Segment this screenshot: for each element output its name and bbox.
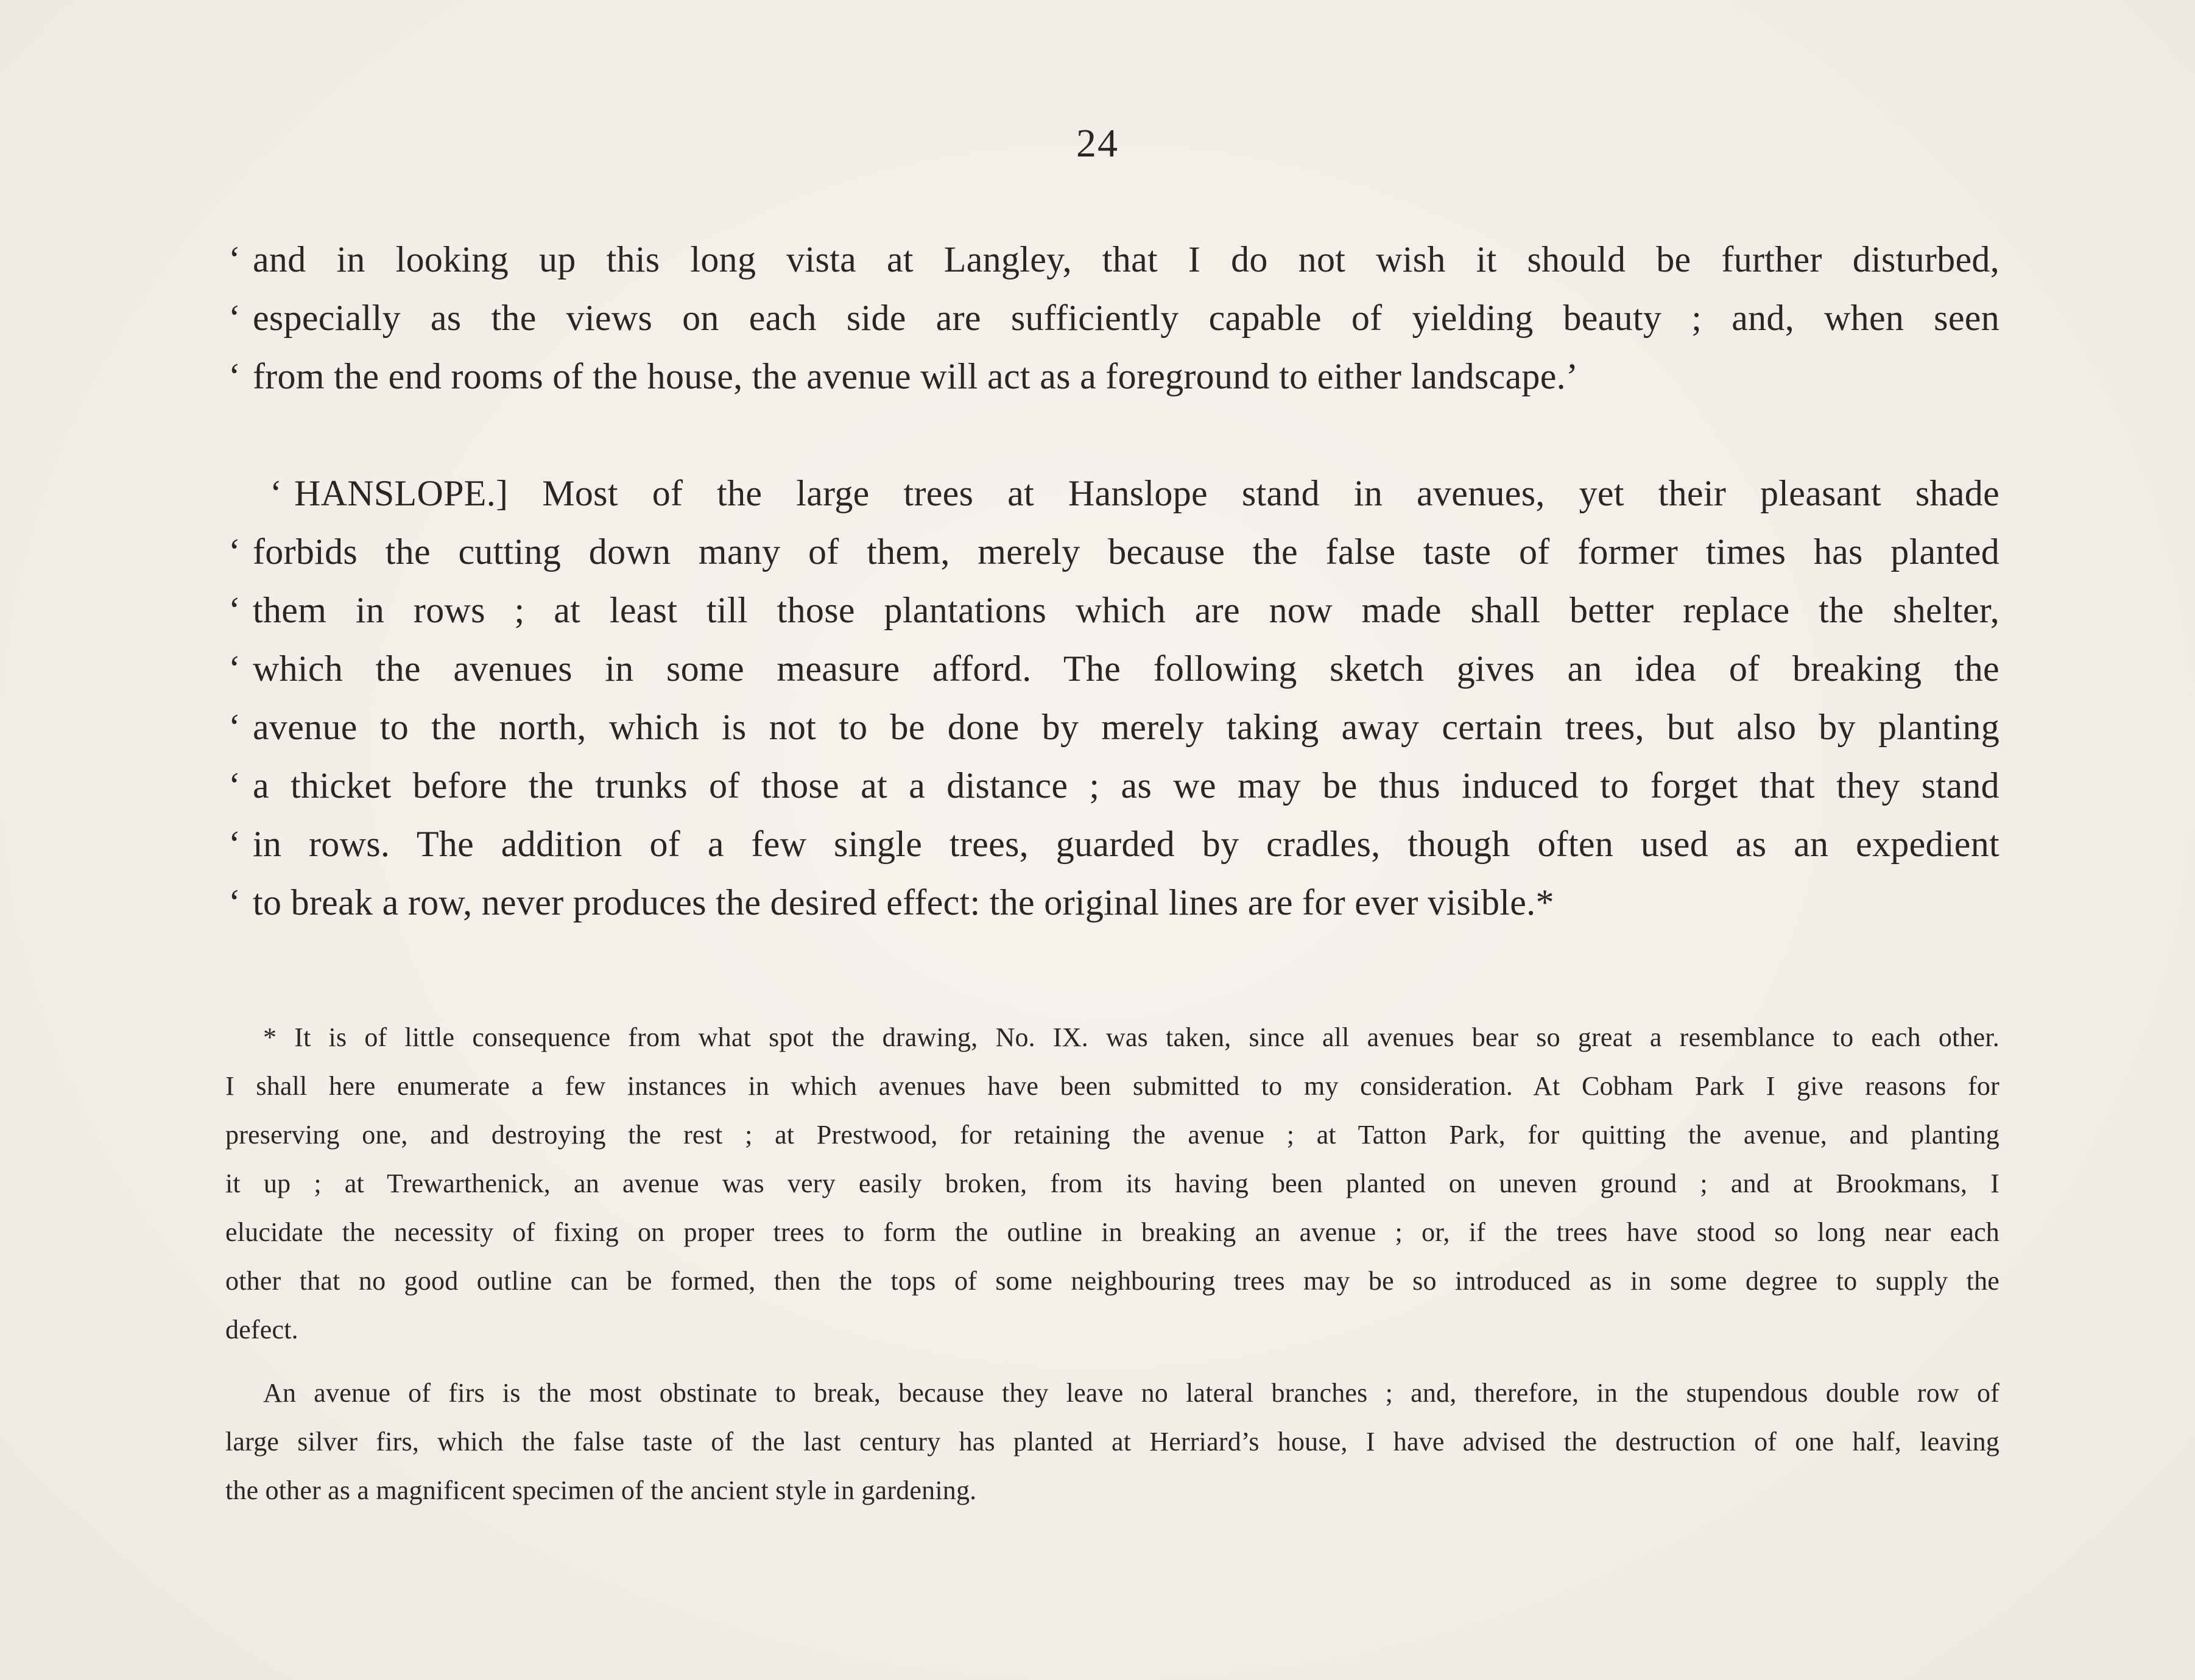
line-text: especially as the views on each side are sufficiently capable of yielding beauty ; and, when seen <box>253 298 1999 338</box>
line-text: which the avenues in some measure afford. The following sketch gives an idea of breaking the <box>253 648 1999 689</box>
footnote-avenues <box>225 1013 1999 1354</box>
quote-mark: ‘ <box>228 298 241 338</box>
text-line <box>228 815 1999 873</box>
paragraph-langley <box>228 230 1999 406</box>
line-text: in rows. The addition of a few single trees, guarded by cradles, though often used as an expedient <box>253 824 1999 864</box>
page-number: 24 <box>1076 121 1119 166</box>
footnote-line <box>225 1208 1999 1257</box>
text-line <box>228 756 1999 815</box>
quote-mark: ‘ <box>228 590 241 630</box>
text-line <box>228 639 1999 698</box>
footnote-text: large silver firs, which the false taste of the last century has planted at Herriard’s house, I have advised the destruction of one half, leaving <box>225 1427 1999 1457</box>
line-text: them in rows ; at least till those plantations which are now made shall better replace the shelter, <box>253 590 1999 630</box>
text-line <box>228 873 1999 932</box>
line-text: from the end rooms of the house, the avenue will act as a foreground to either landscape.’ <box>253 356 1579 396</box>
line-text: a thicket before the trunks of those at a distance ; as we may be thus induced to forget that they stand <box>253 765 1999 806</box>
text-line <box>228 347 1999 406</box>
line-text: forbids the cutting down many of them, merely because the false taste of former times has planted <box>253 532 1999 572</box>
footnote-text: defect. <box>225 1315 298 1344</box>
text-line <box>228 289 1999 347</box>
footnote-text: preserving one, and destroying the rest ; at Prestwood, for retaining the avenue ; at Tatton Park, for quitting the avenue, and planting <box>225 1120 1999 1150</box>
footnote-line <box>225 1306 1999 1354</box>
footnote-text: the other as a magnificent specimen of the ancient style in gardening. <box>225 1475 977 1505</box>
quote-mark: ‘ <box>228 239 241 279</box>
quote-mark: ‘ <box>228 532 241 572</box>
footnote-firs <box>225 1369 1999 1515</box>
footnote-line <box>225 1466 1999 1515</box>
line-text: and in looking up this long vista at Langley, that I do not wish it should be further disturbed, <box>253 239 1999 279</box>
quote-mark: ‘ <box>228 824 241 864</box>
footnote-line <box>225 1369 1999 1418</box>
footnote-line <box>225 1159 1999 1208</box>
text-line <box>228 522 1999 581</box>
footnote-line <box>225 1257 1999 1306</box>
footnote-text: elucidate the necessity of fixing on proper trees to form the outline in breaking an avenue ; or, if the trees have stood so long near each <box>225 1217 1999 1247</box>
quote-mark: ‘ <box>228 882 241 923</box>
footnote-gap <box>225 1354 1999 1369</box>
text-line <box>228 230 1999 289</box>
footnote-line <box>225 1013 1999 1062</box>
footnotes <box>225 1013 1999 1515</box>
footnote-text: it up ; at Trewarthenick, an avenue was very easily broken, from its having been planted on uneven ground ; and at Brookmans, I <box>225 1169 1999 1198</box>
footnote-text: An avenue of firs is the most obstinate to break, because they leave no lateral branches ; and, therefore, in the stupendous double row of <box>263 1378 1999 1408</box>
footnote-text: I shall here enumerate a few instances in which avenues have been submitted to my consideration. At Cobham Park I give reasons for <box>225 1071 1999 1101</box>
quote-mark: ‘ <box>228 707 241 747</box>
line-text: to break a row, never produces the desired effect: the original lines are for ever visible.* <box>253 882 1554 923</box>
quote-mark: ‘ <box>228 648 241 689</box>
quote-mark: ‘ <box>228 356 241 396</box>
text-line <box>228 698 1999 756</box>
footnote-text: other that no good outline can be formed, then the tops of some neighbouring trees may be so introduced as in some degree to supply the <box>225 1266 1999 1296</box>
text-line <box>228 464 1999 522</box>
line-text: HANSLOPE.] Most of the large trees at Hanslope stand in avenues, yet their pleasant shade <box>294 473 1999 513</box>
footnote-line <box>225 1062 1999 1111</box>
footnote-text: * It is of little consequence from what spot the drawing, No. IX. was taken, since all avenues bear so great a resemblance to each other. <box>263 1022 1999 1052</box>
footnote-line <box>225 1111 1999 1159</box>
quote-mark: ‘ <box>270 473 283 513</box>
text-line <box>228 581 1999 639</box>
line-text: avenue to the north, which is not to be done by merely taking away certain trees, but also by planting <box>253 707 1999 747</box>
footnote-line <box>225 1418 1999 1466</box>
quote-mark: ‘ <box>228 765 241 806</box>
paragraph-hanslope <box>228 464 1999 932</box>
